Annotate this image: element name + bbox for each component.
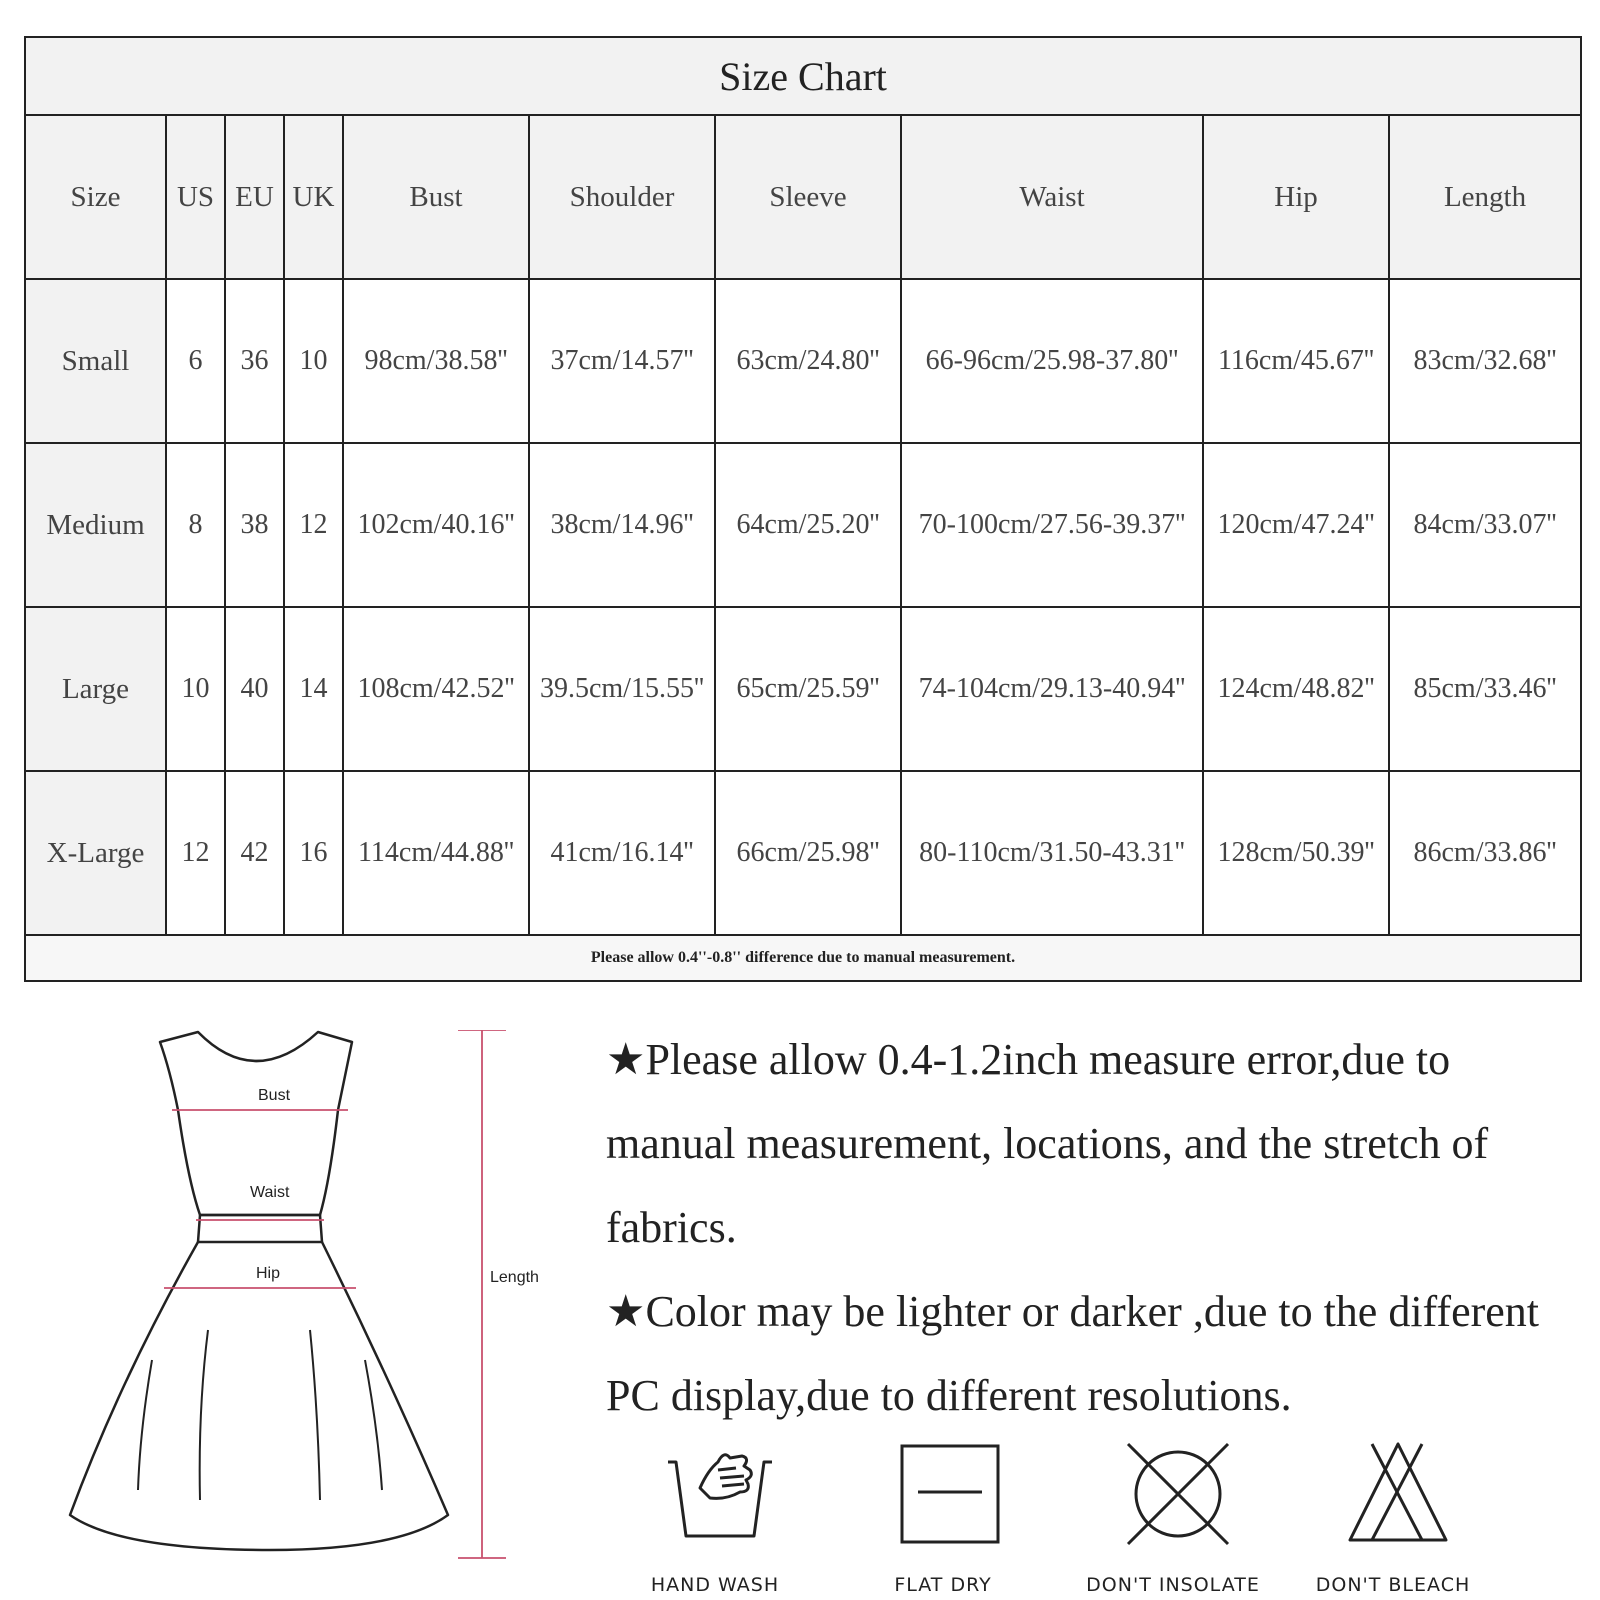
- care-flat-dry: [838, 1440, 1048, 1600]
- length-cell: 84cm/33.07'': [1389, 443, 1581, 607]
- us-cell: 8: [166, 443, 225, 607]
- table-row-small: [25, 279, 1581, 443]
- hip-label: Hip: [256, 1265, 281, 1282]
- header-sleeve: Sleeve: [715, 115, 901, 279]
- sleeve-cell: 63cm/24.80'': [715, 279, 901, 443]
- shoulder-cell: 38cm/14.96'': [529, 443, 715, 607]
- header-us: US: [166, 115, 225, 279]
- notes-section: [606, 1018, 1566, 1438]
- length-cell: 86cm/33.86'': [1389, 771, 1581, 935]
- header-bust: Bust: [343, 115, 529, 279]
- sleeve-cell: 66cm/25.98'': [715, 771, 901, 935]
- bust-cell: 114cm/44.88'': [343, 771, 529, 935]
- waist-cell: 70-100cm/27.56-39.37'': [901, 443, 1203, 607]
- eu-cell: 36: [225, 279, 284, 443]
- color-difference-note: ★Color may be lighter or darker ,due to the different PC display,due to different resolutions.: [606, 1287, 1540, 1420]
- uk-cell: 14: [284, 607, 343, 771]
- care-label: DON'T INSOLATE: [1086, 1574, 1260, 1596]
- dont-insolate-icon: [1118, 1440, 1238, 1550]
- eu-cell: 42: [225, 771, 284, 935]
- hip-cell: 116cm/45.67'': [1203, 279, 1389, 443]
- hip-cell: 120cm/47.24'': [1203, 443, 1389, 607]
- waist-cell: 74-104cm/29.13-40.94'': [901, 607, 1203, 771]
- care-label: FLAT DRY: [894, 1574, 992, 1596]
- length-cell: 85cm/33.46'': [1389, 607, 1581, 771]
- bust-cell: 102cm/40.16'': [343, 443, 529, 607]
- length-label: Length: [490, 1269, 539, 1286]
- measurement-lines: [164, 1030, 506, 1558]
- header-uk: UK: [284, 115, 343, 279]
- size-name-cell: Small: [25, 279, 166, 443]
- uk-cell: 16: [284, 771, 343, 935]
- measurement-note: Please allow 0.4''-0.8'' difference due to manual measurement.: [25, 935, 1581, 981]
- bust-label: Bust: [258, 1087, 291, 1104]
- table-row-large: [25, 607, 1581, 771]
- header-row: [25, 115, 1581, 279]
- header-eu: EU: [225, 115, 284, 279]
- sleeve-cell: 65cm/25.59'': [715, 607, 901, 771]
- table-row-x-large: [25, 771, 1581, 935]
- dress-measurement-diagram: [60, 1030, 540, 1590]
- eu-cell: 40: [225, 607, 284, 771]
- header-length: Length: [1389, 115, 1581, 279]
- measure-error-note: ★Please allow 0.4-1.2inch measure error,due to manual measurement, locations, and the stretch of fabrics.: [606, 1035, 1489, 1252]
- length-cell: 83cm/32.68'': [1389, 279, 1581, 443]
- table-title: Size Chart: [25, 37, 1581, 115]
- shoulder-cell: 37cm/14.57'': [529, 279, 715, 443]
- us-cell: 12: [166, 771, 225, 935]
- size-name-cell: Large: [25, 607, 166, 771]
- care-label: HAND WASH: [650, 1574, 780, 1596]
- hip-cell: 124cm/48.82'': [1203, 607, 1389, 771]
- care-label: DON'T BLEACH: [1315, 1574, 1471, 1596]
- flat-dry-icon: [888, 1440, 1008, 1550]
- care-hand-wash: [610, 1440, 820, 1600]
- size-name-cell: Medium: [25, 443, 166, 607]
- bust-cell: 98cm/38.58'': [343, 279, 529, 443]
- table-row-medium: [25, 443, 1581, 607]
- waist-label: Waist: [250, 1184, 290, 1201]
- bust-cell: 108cm/42.52'': [343, 607, 529, 771]
- care-dont-bleach: [1288, 1440, 1498, 1600]
- dont-bleach-icon: [1338, 1440, 1458, 1550]
- header-size: Size: [25, 115, 166, 279]
- us-cell: 6: [166, 279, 225, 443]
- header-waist: Waist: [901, 115, 1203, 279]
- uk-cell: 10: [284, 279, 343, 443]
- size-name-cell: X-Large: [25, 771, 166, 935]
- header-shoulder: Shoulder: [529, 115, 715, 279]
- waist-cell: 80-110cm/31.50-43.31'': [901, 771, 1203, 935]
- hand-wash-icon: [660, 1440, 780, 1550]
- shoulder-cell: 41cm/16.14'': [529, 771, 715, 935]
- care-dont-insolate: [1068, 1440, 1278, 1600]
- hip-cell: 128cm/50.39'': [1203, 771, 1389, 935]
- us-cell: 10: [166, 607, 225, 771]
- header-hip: Hip: [1203, 115, 1389, 279]
- shoulder-cell: 39.5cm/15.55'': [529, 607, 715, 771]
- eu-cell: 38: [225, 443, 284, 607]
- uk-cell: 12: [284, 443, 343, 607]
- size-chart-table: [24, 36, 1582, 982]
- sleeve-cell: 64cm/25.20'': [715, 443, 901, 607]
- waist-cell: 66-96cm/25.98-37.80'': [901, 279, 1203, 443]
